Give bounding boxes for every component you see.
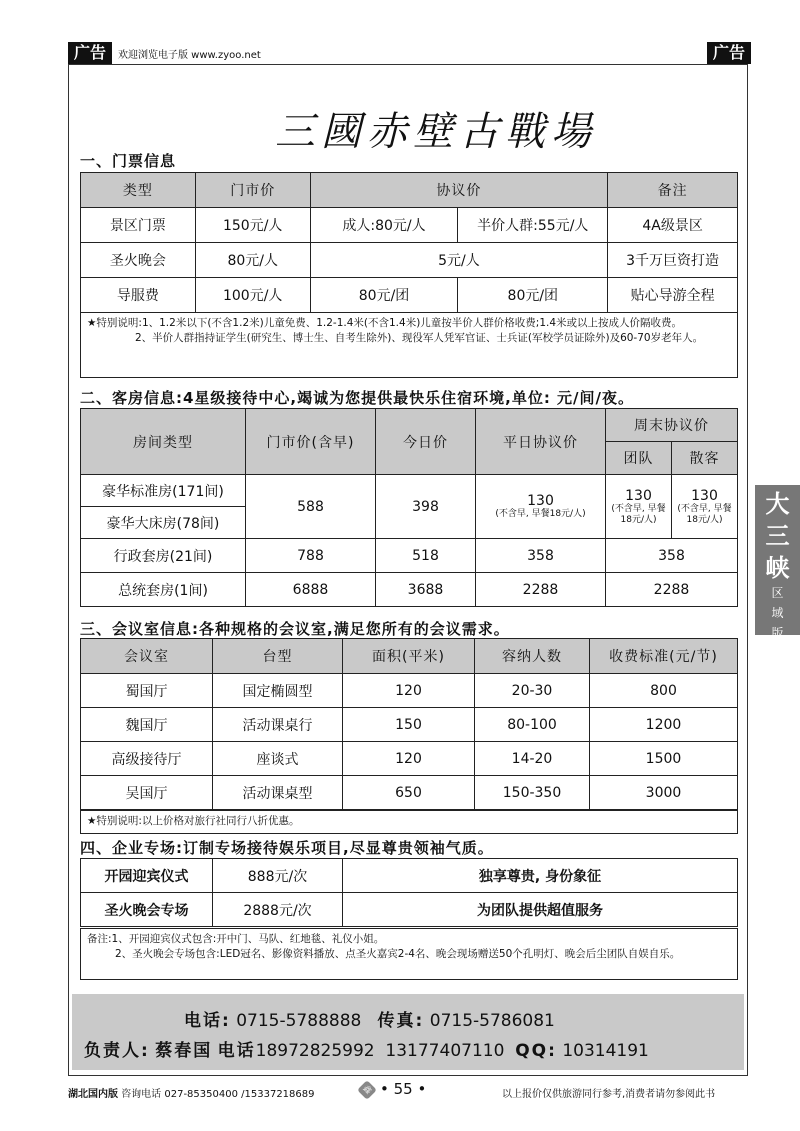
- ad-tag-right: 广告: [707, 42, 751, 64]
- rooms-table: [80, 408, 738, 607]
- room-team-merged: [606, 475, 672, 539]
- ticket-type: 圣火晚会: [81, 243, 196, 278]
- meeting-fee: 1500: [590, 742, 738, 776]
- room-today: 3688: [376, 573, 476, 607]
- room-weekday-merged: [476, 475, 606, 539]
- room-today: 518: [376, 539, 476, 573]
- room-weekend: 2288: [606, 573, 738, 607]
- tickets-note-1: ★特别说明:1、1.2米以下(不含1.2米)儿童免费、1.2-1.4米(不含1.4米)儿童按半价人群价格收费;1.4米或以上按成人价隔收费。: [87, 317, 683, 329]
- footer-edition: 湖北国内版: [68, 1089, 118, 1100]
- table-row: [81, 573, 738, 607]
- qq-label: QQ:: [515, 1041, 557, 1061]
- room-weekend: 358: [606, 539, 738, 573]
- ticket-price: 100元/人: [195, 278, 310, 313]
- meeting-layout: 国定椭圆型: [213, 674, 343, 708]
- meeting-capacity: 80-100: [475, 708, 590, 742]
- footer-disclaimer: 以上报价仅供旅游同行参考,消费者请勿参阅此书: [502, 1089, 716, 1100]
- rooms-header-type: 房间类型: [81, 409, 246, 475]
- meeting-area: 120: [343, 674, 475, 708]
- table-row: [81, 776, 738, 810]
- mobile-label: 电话: [217, 1041, 256, 1061]
- contact-line-1: [184, 1006, 555, 1031]
- table-row: [81, 742, 738, 776]
- table-row: [81, 208, 738, 243]
- meetings-note: ★特别说明:以上价格对旅行社同行八折优惠。: [80, 810, 738, 834]
- ticket-agreement-2: 80元/团: [458, 278, 608, 313]
- tickets-header-type: 类型: [81, 173, 196, 208]
- fax-value: 0715-5786081: [429, 1011, 555, 1031]
- room-scatter-merged: [672, 475, 738, 539]
- side-tab-big-1: 大: [765, 489, 790, 518]
- enterprise-price: 2888元/次: [213, 893, 343, 927]
- ticket-note: 3千万巨资打造: [608, 243, 738, 278]
- meeting-fee: 3000: [590, 776, 738, 810]
- meeting-fee: 1200: [590, 708, 738, 742]
- room-door: 788: [246, 539, 376, 573]
- side-tab-small-2: 域: [771, 606, 784, 620]
- side-tab-small-3: 版: [771, 626, 784, 640]
- meeting-room: 魏国厅: [81, 708, 213, 742]
- section-enterprise-title: 四、企业专场:订制专场接待娱乐项目,尽显尊贵领袖气质。: [80, 839, 494, 857]
- table-row: [81, 278, 738, 313]
- region-side-tab: [755, 485, 800, 640]
- meeting-area: 150: [343, 708, 475, 742]
- meeting-layout: 座谈式: [213, 742, 343, 776]
- page-title: 三國赤壁古戰場: [275, 109, 597, 155]
- room-weekday-value: 130: [527, 493, 554, 509]
- meeting-area: 650: [343, 776, 475, 810]
- ticket-agreement-1: 80元/团: [310, 278, 458, 313]
- meeting-area: 120: [343, 742, 475, 776]
- table-row: [81, 539, 738, 573]
- table-row: [81, 708, 738, 742]
- meetings-table: [80, 638, 738, 810]
- side-tab-small-1: 区: [771, 586, 784, 600]
- enterprise-item: 开园迎宾仪式: [81, 859, 213, 893]
- rooms-header-scatter: 散客: [672, 442, 738, 475]
- tickets-header-price: 门市价: [195, 173, 310, 208]
- enterprise-note-1: 备注:1、开园迎宾仪式包含:开中门、马队、红地毯、礼仪小姐。: [87, 933, 385, 945]
- meeting-room: 吴国厅: [81, 776, 213, 810]
- header-url: 欢迎浏览电子版 www.zyoo.net: [118, 50, 261, 61]
- meeting-layout: 活动课桌型: [213, 776, 343, 810]
- room-door: 6888: [246, 573, 376, 607]
- room-name: 行政套房(21间): [81, 539, 246, 573]
- ticket-type: 景区门票: [81, 208, 196, 243]
- ticket-agreement-2: 半价人群:55元/人: [458, 208, 608, 243]
- meetings-header-layout: 台型: [213, 639, 343, 674]
- room-name: 豪华标准房(171间): [81, 475, 246, 507]
- rooms-header-today: 今日价: [376, 409, 476, 475]
- table-row: [81, 243, 738, 278]
- tickets-table: [80, 172, 738, 313]
- meetings-header-area: 面积(平米): [343, 639, 475, 674]
- meeting-capacity: 20-30: [475, 674, 590, 708]
- rooms-header-team: 团队: [606, 442, 672, 475]
- enterprise-table: [80, 858, 738, 927]
- table-row: [81, 859, 738, 893]
- meeting-capacity: 14-20: [475, 742, 590, 776]
- contact-line-2: [84, 1036, 649, 1061]
- section-tickets-title: [80, 150, 176, 171]
- rooms-header-door: 门市价(含早): [246, 409, 376, 475]
- meeting-layout: 活动课桌行: [213, 708, 343, 742]
- tickets-notes: [80, 312, 738, 378]
- fax-label: 传真:: [377, 1011, 425, 1031]
- ticket-agreement-1: 5元/人: [310, 243, 608, 278]
- rooms-header-weekday: 平日协议价: [476, 409, 606, 475]
- tickets-header-note: 备注: [608, 173, 738, 208]
- meetings-header-capacity: 容纳人数: [475, 639, 590, 674]
- meeting-fee: 800: [590, 674, 738, 708]
- tickets-note-2: 2、半价人群指持证学生(研究生、博士生、自考生除外)、现役军人凭军官证、士兵证(军校学员证除外)及60-70岁老年人。: [135, 332, 704, 344]
- section-rooms-title: 二、客房信息:4星级接待中心,竭诚为您提供最快乐住宿环境,单位: 元/间/夜。: [80, 389, 635, 407]
- section-tickets-label: 一、门票信息: [80, 152, 177, 170]
- enterprise-desc: 独享尊贵, 身份象征: [343, 859, 738, 893]
- page-number-text: • 55 •: [380, 1080, 427, 1098]
- table-row: [81, 893, 738, 927]
- ticket-agreement-1: 成人:80元/人: [310, 208, 458, 243]
- room-door-merged: 588: [246, 475, 376, 539]
- publisher-badge-icon: 鑫: [357, 1080, 377, 1100]
- room-scatter-value: 130: [691, 487, 718, 504]
- room-weekday: 2288: [476, 573, 606, 607]
- meeting-room: 高级接待厅: [81, 742, 213, 776]
- person-label: 负责人:: [84, 1041, 150, 1061]
- enterprise-item: 圣火晚会专场: [81, 893, 213, 927]
- enterprise-price: 888元/次: [213, 859, 343, 893]
- ticket-price: 80元/人: [195, 243, 310, 278]
- enterprise-desc: 为团队提供超值服务: [343, 893, 738, 927]
- ticket-type: 导服费: [81, 278, 196, 313]
- phone-value: 0715-5788888: [236, 1011, 362, 1031]
- meeting-capacity: 150-350: [475, 776, 590, 810]
- room-team-note: (不含早, 早餐18元/人): [611, 503, 666, 525]
- ticket-price: 150元/人: [195, 208, 310, 243]
- ticket-note: 贴心导游全程: [608, 278, 738, 313]
- mobile-1: 18972825992: [255, 1041, 375, 1061]
- side-tab-big-2: 三: [765, 521, 790, 550]
- contact-box: [72, 994, 744, 1070]
- room-weekday: 358: [476, 539, 606, 573]
- section-meetings-title: 三、会议室信息:各种规格的会议室,满足您所有的会议需求。: [80, 620, 510, 638]
- page-number: [360, 1080, 426, 1098]
- footer-hotline: 咨询电话 027-85350400 /15337218689: [121, 1089, 315, 1100]
- phone-label: 电话:: [184, 1011, 231, 1031]
- enterprise-note-2: 2、圣火晚会专场包含:LED冠名、影像资料播放、点圣火嘉宾2-4名、晚会现场赠送50个孔明灯、晚会后尘团队自娱自乐。: [115, 948, 681, 960]
- side-tab-big-3: 峡: [765, 553, 790, 582]
- room-name: 总统套房(1间): [81, 573, 246, 607]
- meeting-room: 蜀国厅: [81, 674, 213, 708]
- footer-left: [68, 1085, 315, 1100]
- table-row: [81, 674, 738, 708]
- rooms-header-weekend: 周末协议价: [606, 409, 738, 442]
- room-scatter-note: (不含早, 早餐18元/人): [677, 503, 732, 525]
- enterprise-notes: [80, 928, 738, 980]
- room-team-value: 130: [625, 487, 652, 504]
- meetings-header-fee: 收费标准(元/节): [590, 639, 738, 674]
- ad-tag-left: 广告: [68, 42, 112, 64]
- room-weekday-note: (不含早, 早餐18元/人): [495, 509, 586, 519]
- ticket-note: 4A级景区: [608, 208, 738, 243]
- room-name: 豪华大床房(78间): [81, 507, 246, 539]
- person-name: 蔡春国: [155, 1041, 213, 1061]
- table-row: [81, 475, 738, 507]
- tickets-header-agreement: 协议价: [310, 173, 608, 208]
- meetings-header-room: 会议室: [81, 639, 213, 674]
- room-today-merged: 398: [376, 475, 476, 539]
- qq-value: 10314191: [562, 1041, 649, 1061]
- mobile-2: 13177407110: [385, 1041, 505, 1061]
